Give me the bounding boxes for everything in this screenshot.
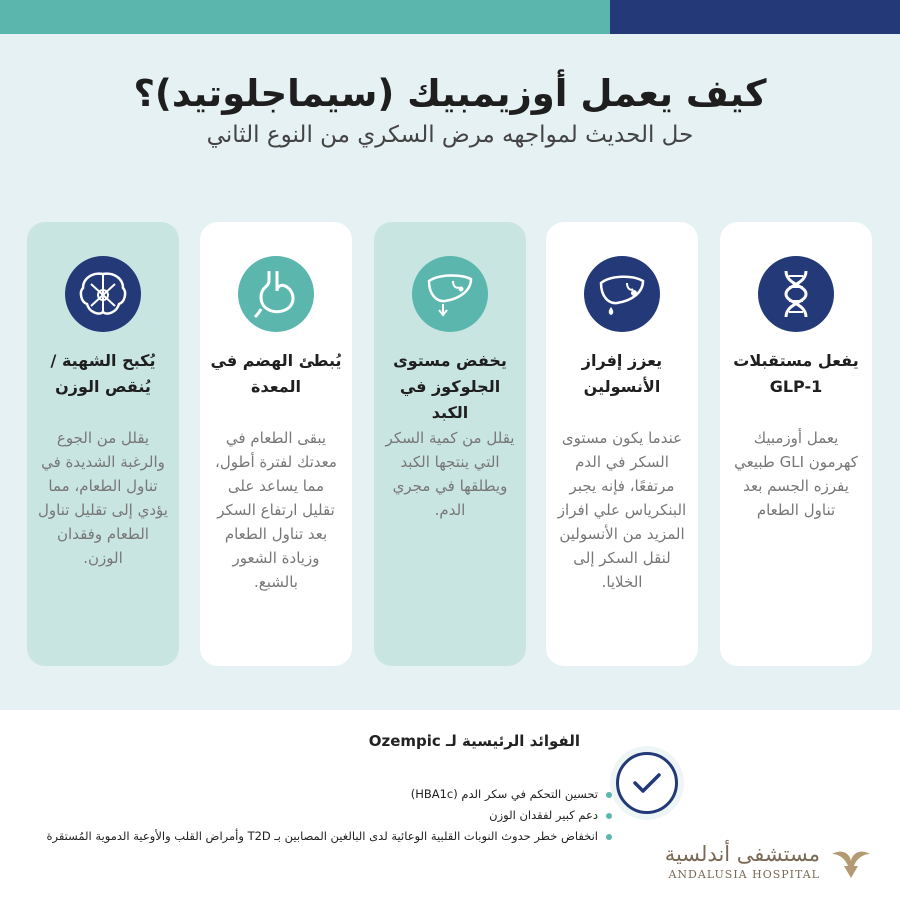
card-glp1 <box>720 222 872 666</box>
benefits-title: الفوائد الرئيسية لـ Ozempic <box>368 732 580 750</box>
card-heading: يفعل مستقبلات GLP-1 <box>733 351 859 396</box>
card-heading: يُبطئ الهضم في المعدة <box>210 351 342 396</box>
card-body: يبقى الطعام في معدتك لفترة أطول، مما يساعد على تقليل ارتفاع السكر بعد تناول الطعام وزيادة الشعور بالشبع. <box>215 429 337 591</box>
list-item: دعم كبير لفقدان الوزن <box>8 805 612 826</box>
hospital-logo <box>660 842 880 886</box>
card-heading: يخفض مستوى الجلوكوز في الكبد <box>393 351 507 422</box>
card-digestion <box>200 222 352 666</box>
liver-drop-icon <box>584 256 660 332</box>
dna-icon <box>758 256 834 332</box>
list-item: تحسين التحكم في سكر الدم (HBA1c) <box>8 784 612 805</box>
card-appetite <box>27 222 179 666</box>
page-title: كيف يعمل أوزيمبيك (سيماجلوتيد)؟ <box>133 72 767 115</box>
card-insulin <box>546 222 698 666</box>
logo-mark-icon <box>828 844 874 884</box>
stomach-icon <box>238 256 314 332</box>
page-subtitle: حل الحديث لمواجهه مرض السكري من النوع الثاني <box>206 122 694 148</box>
card-body: يقلل من الجوع والرغبة الشديدة في تناول الطعام، مما يؤدي إلى تقليل تناول الطعام وفقدان الوزن. <box>38 429 168 567</box>
card-body: يقلل من كمية السكر التي ينتجها الكبد ويطلقها في مجري الدم. <box>385 429 515 519</box>
check-icon <box>616 752 678 814</box>
card-heading: يُكبح الشهية / يُنقص الوزن <box>50 351 156 396</box>
liver-icon <box>412 256 488 332</box>
top-bar-navy <box>610 0 900 34</box>
logo-english-text: ANDALUSIA HOSPITAL <box>668 868 820 881</box>
top-bar-teal <box>0 0 610 34</box>
card-heading: يعزز إفراز الأنسولين <box>581 351 663 396</box>
list-item: انخفاض خطر حدوث النوبات القلبية الوعائية لدى البالغين المصابين بـ T2D وأمراض القلب والأوعية الدموية المُستقرة <box>8 826 612 847</box>
benefits-list <box>8 784 612 847</box>
logo-arabic-text: مستشفى أندلسية <box>664 842 820 866</box>
card-body: عندما يكون مستوى السكر في الدم مرتفعًا، فإنه يجبر البنكرياس علي افراز المزيد من الأنسولين لنقل السكر إلى الخلايا. <box>557 429 687 591</box>
brain-food-icon <box>65 256 141 332</box>
card-body: يعمل أوزمبيك كهرمون GLI طبيعي يفرزه الجسم بعد تناول الطعام <box>734 429 858 519</box>
card-liver-glucose <box>374 222 526 666</box>
